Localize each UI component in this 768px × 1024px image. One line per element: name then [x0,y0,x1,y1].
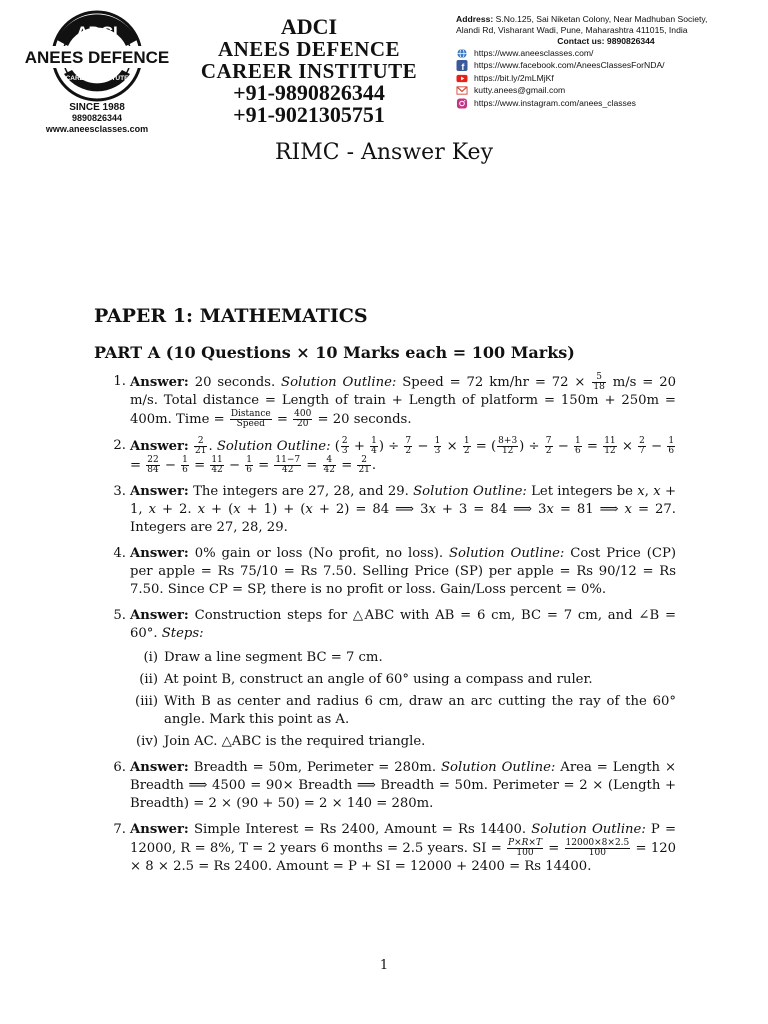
answer-label: Answer: [130,608,189,623]
answer-list [106,373,676,884]
logo-phone: 9890826344 [71,113,123,123]
facebook-link[interactable]: https://www.facebook.com/AneesClassesForNDA/ [474,60,665,71]
section-heading: PAPER 1: MATHEMATICS [94,305,368,327]
website-link-row[interactable] [456,47,756,60]
solution-label: Solution Outline: [448,546,565,561]
answer-label: Answer: [130,822,189,837]
instagram-link[interactable]: https://www.instagram.com/anees_classes [474,97,636,108]
youtube-link[interactable]: https://bit.ly/2mLMjKf [474,72,554,83]
answer-item-7: 7. Answer: Simple Interest = Rs 2400, Amount = Rs 14400. Solution Outline: P = 12000, R = 8%, T = 2 years 6 months = 2.5 years. SI = $\frac{P\times R\times T}{100}$ = $\frac{12000\times 8\times 2.5}{100}$ = 120 × 8 × 2.5 = Rs 2400. Amount = P + SI = 12000 + 2400 = Rs 14400. [113,822,677,874]
website-link[interactable]: https://www.aneesclasses.com/ [474,47,594,58]
answer-item-3: 3. Answer: The integers are 27, 28, and 29. Solution Outline: Let integers be x, x + 1, x + 2. x + (x + 1) + (x + 2) = 84 ⟹ 3x + 3 = 84 ⟹ 3x = 81 ⟹ x = 27. Integers are 27, 28, 29. [113,484,677,535]
facebook-link-row[interactable] [456,60,756,73]
solution-label: Solution Outline: [216,439,331,454]
logo-arc-text: ADCI [76,23,118,42]
adci-logo [22,10,172,134]
instagram-link-row[interactable] [456,97,756,110]
step-item: (iv) Join AC. △ABC is the required triangle. [136,734,426,749]
step-item: (i) Draw a line segment BC = 7 cm. [143,650,383,665]
instagram-icon [456,98,468,109]
answer-item-6: 6. Answer: Breadth = 50m, Perimeter = 280m. Solution Outline: Area = Length × Breadth ⟹ 4500 = 90× Breadth ⟹ Breadth = 50m. Perimeter = 2 × (Length + Breadth) = 2 × (90 + 50) = 2 × 140 = 280m. [113,760,676,811]
address-line-1 [456,14,756,25]
logo-since: SINCE 1988 [69,102,125,113]
answer-label: Answer: [130,375,189,390]
youtube-link-row[interactable] [456,72,756,85]
answer-label: Answer: [130,546,189,561]
answer-label: Answer: [130,439,189,454]
contact-block [456,14,756,110]
contact-line [456,36,756,47]
brand-line-2: ANEES DEFENCE [217,37,401,61]
contact-number: 9890826344 [604,36,655,46]
brand-phone-1: +91-9890826344 [233,80,385,105]
brand-line-3: CAREER INSTITUTE [200,59,418,83]
globe-icon [456,48,468,59]
logo-sub-text: CAREER INSTITUTE [65,75,129,82]
answer-item-4: 4. Answer: 0% gain or loss (No profit, no loss). Solution Outline: Cost Price (CP) per apple = Rs 75/10 = Rs 7.50. Selling Price (SP) per apple = Rs 90/12 = Rs 7.50. Since CP = SP, there is no profit or loss. Gain/Loss percent = 0%. [113,546,677,597]
brand-block [178,16,440,126]
logo-name-text: ANEES DEFENCE [24,48,170,67]
youtube-icon [456,73,468,84]
solution-label: Solution Outline: [441,760,556,775]
address-label: Address: [456,14,494,24]
solution-label: Solution Outline: [531,822,646,837]
logo-emblem [22,10,172,102]
brand-line-1: ADCI [280,14,338,39]
solution-label: Solution Outline: [281,375,397,390]
brand-phone-2: +91-9021305751 [233,102,385,127]
email-link[interactable]: kutty.anees@gmail.com [474,85,566,96]
address-line-2: Alandi Rd, Visharant Wadi, Pune, Maharashtra 411015, India [456,25,688,35]
step-item: (iii) With B as center and radius 6 cm, draw an arc cutting the ray of the 60° angle. Mark this point as A. [135,694,676,727]
svg-text:f: f [461,62,465,72]
email-link-row[interactable] [456,85,756,98]
answer-label: Answer: [130,760,189,775]
document-title: RIMC - Answer Key [274,140,494,165]
answer-item-2: 2. Answer: $\frac{2}{21}$ . Solution Outline: ( $\frac{2}{3}$ + $\frac{1}{4}$ ) ÷ $\frac{7}{2}$ − $\frac{1}{3}$ × $\frac{1}{2}$ = ( $\frac{8+3}{12}$ ) ÷ $\frac{7}{2}$ − $\frac{1}{6}$ = $\frac{11}{12}$ × $\frac{2}{7}$ − $\frac{1}{6}$ = $\frac{22}{84}$ − $\frac{1}{6}$ = $\frac{11}{42}$ − $\frac{1}{6}$ = $\frac{11-7}{42}$ = $\frac{4}{42}$ = $\frac{2}{21}$ . [113,436,675,475]
logo-website: www.aneesclasses.com [45,124,149,134]
step-item: (ii) At point B, construct an angle of 60° using a compass and ruler. [139,672,593,687]
page-number: 1 [379,958,389,973]
construction-steps [130,649,676,751]
solution-label: Solution Outline: [413,484,527,499]
steps-label: Steps: [161,626,204,641]
part-heading: PART A (10 Questions × 10 Marks each = 100 Marks) [94,343,575,362]
gmail-icon [456,85,468,96]
answer-label: Answer: [130,484,189,499]
facebook-icon [456,60,468,71]
answer-item-5: 5. Answer: Construction steps for △ABC with AB = 6 cm, BC = 7 cm, and ∠B = 60°. Steps: (i) Draw a line segment BC = 7 cm. (ii) At point B, construct an angle of 60° using a compass and ruler. (iii) With B as center and radius 6 cm, draw an arc cutting the ray of the 60° angle. Mark this point as A. (iv) Join AC. △ABC is the required triangle. [113,608,676,749]
address-text-1: S.No.125, Sai Niketan Colony, Near Madhuban Society, [493,14,708,24]
contact-label: Contact us: [557,36,605,46]
answer-item-1: 1. Answer: 20 seconds. Solution Outline: Speed = 72 km/hr = 72 × $\frac{5}{18}$ m/s = 20 m/s. Total distance = Length of train + Length of platform = 150m + 250m = 400m. Time = $\frac{\text{Distance}}{\text{Speed}}$ = $\frac{400}{20}$ = 20 seconds. [113,372,676,429]
